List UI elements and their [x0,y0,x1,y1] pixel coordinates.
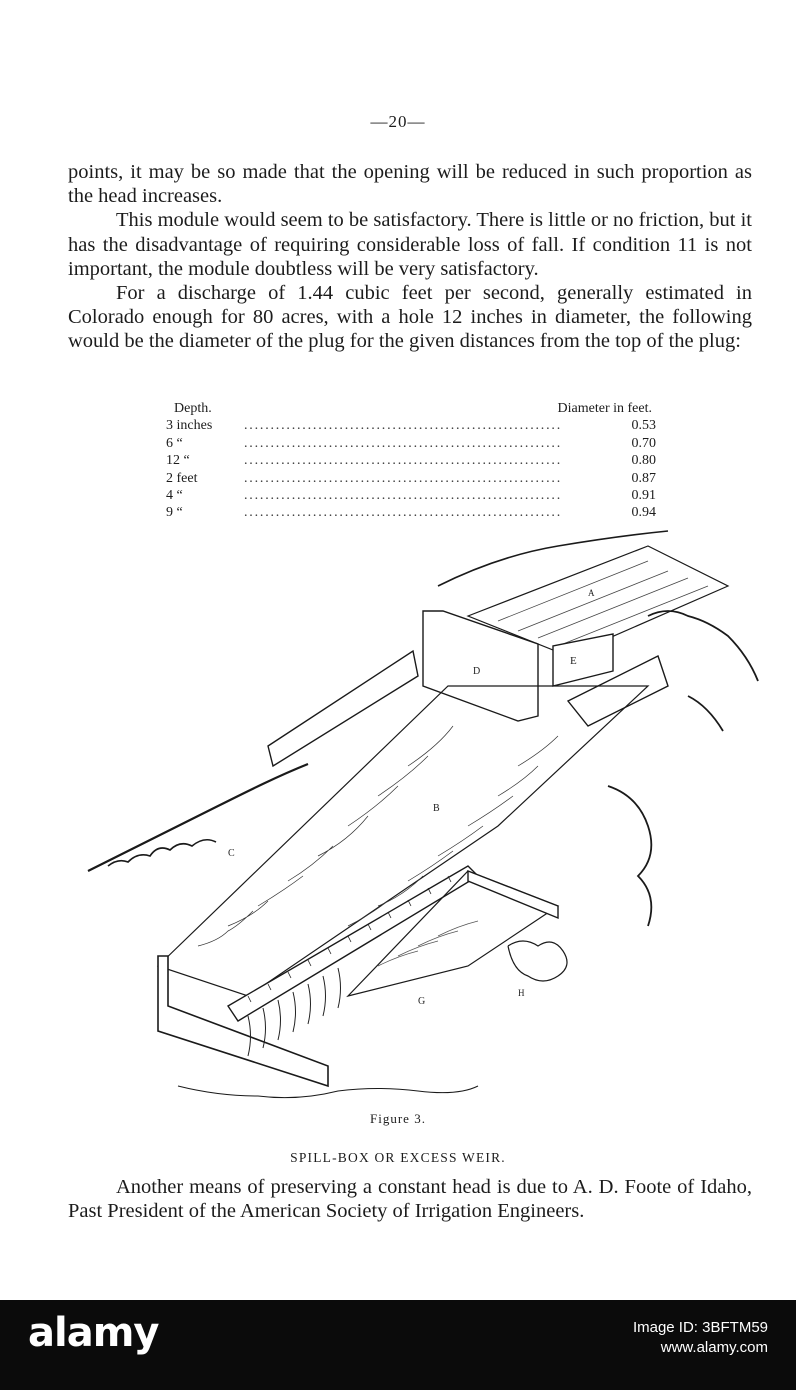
leader-dots: ............................................................ [244,488,562,504]
leader-dots: ............................................................ [244,470,562,486]
footer-image-info [633,1318,768,1358]
site-url: www.alamy.com [660,1339,768,1356]
figure-caption: SPILL-BOX OR EXCESS WEIR. [290,1150,506,1165]
table-row [166,435,656,452]
board-d [423,611,538,721]
row-diameter: 0.91 [631,488,656,504]
row-diameter: 0.87 [631,470,656,486]
paragraph-1: points, it may be so made that the opening will be reduced in such proportion as the head increases. [68,161,752,208]
row-diameter: 0.70 [631,435,656,451]
row-depth: 9 “ [166,505,183,521]
table-row [166,417,656,434]
letter-g: G [418,996,426,1007]
letter-e: E [570,655,577,667]
left-wall [268,651,418,766]
paragraph-3: For a discharge of 1.44 cubic feet per second, generally estimated in Colorado enough for 80 acres, with a hole 12 inches in diameter, the following would be the diameter of the plug for the given distances from the top of the plug: [68,282,752,353]
image-id: Image ID: 3BFTM59 [632,1319,768,1336]
letter-c: C [228,848,235,859]
letter-d: D [473,666,481,677]
alamy-logo: alamy [28,1310,159,1356]
board-e [553,634,613,686]
table-row [166,452,656,469]
leader-dots: ............................................................ [244,505,562,521]
right-bank-vegetation [608,611,758,926]
closing-paragraph: Another means of preserving a constant head is due to A. D. Foote of Idaho, Past President of the American Society of Irrigation Engineers. [68,1176,752,1223]
table-row [166,470,656,487]
weir-crest-scale [228,866,478,1021]
header-depth: Depth. [174,401,212,416]
leader-dots: ............................................................ [244,435,562,451]
page-number: —20— [370,112,426,131]
table-row [166,487,656,504]
table-header [166,400,656,417]
table-row [166,504,656,521]
main-flume [158,686,648,996]
letter-a: A [588,588,595,598]
left-bank-vegetation [88,764,308,871]
row-diameter: 0.53 [631,418,656,434]
leader-dots: ............................................................ [244,453,562,469]
row-depth: 2 feet [166,470,198,486]
diameter-table [166,400,656,522]
paragraph-2: This module would seem to be satisfactory. There is little or no friction, but it has the disadvantage of requiring considerable loss of fall. If condition 11 is not important, the module doubtless will be very satisfactory. [68,209,752,280]
foreground-ground [178,1086,478,1098]
right-foreground-bush [508,941,567,981]
row-diameter: 0.80 [631,453,656,469]
paragraph-continuation [68,160,752,354]
row-diameter: 0.94 [631,505,656,521]
row-depth: 6 “ [166,435,183,451]
row-depth: 12 “ [166,453,190,469]
row-depth: 3 inches [166,418,213,434]
spill-box-wall [468,871,558,918]
row-depth: 4 “ [166,488,183,504]
leader-dots: ............................................................ [244,418,562,434]
spill-box-illustration [48,526,788,1106]
top-bank [438,531,668,586]
header-diameter: Diameter in feet. [557,401,652,416]
figure-label: Figure 3. [370,1111,426,1126]
letter-b: B [433,803,440,814]
letter-h: H [518,988,525,998]
